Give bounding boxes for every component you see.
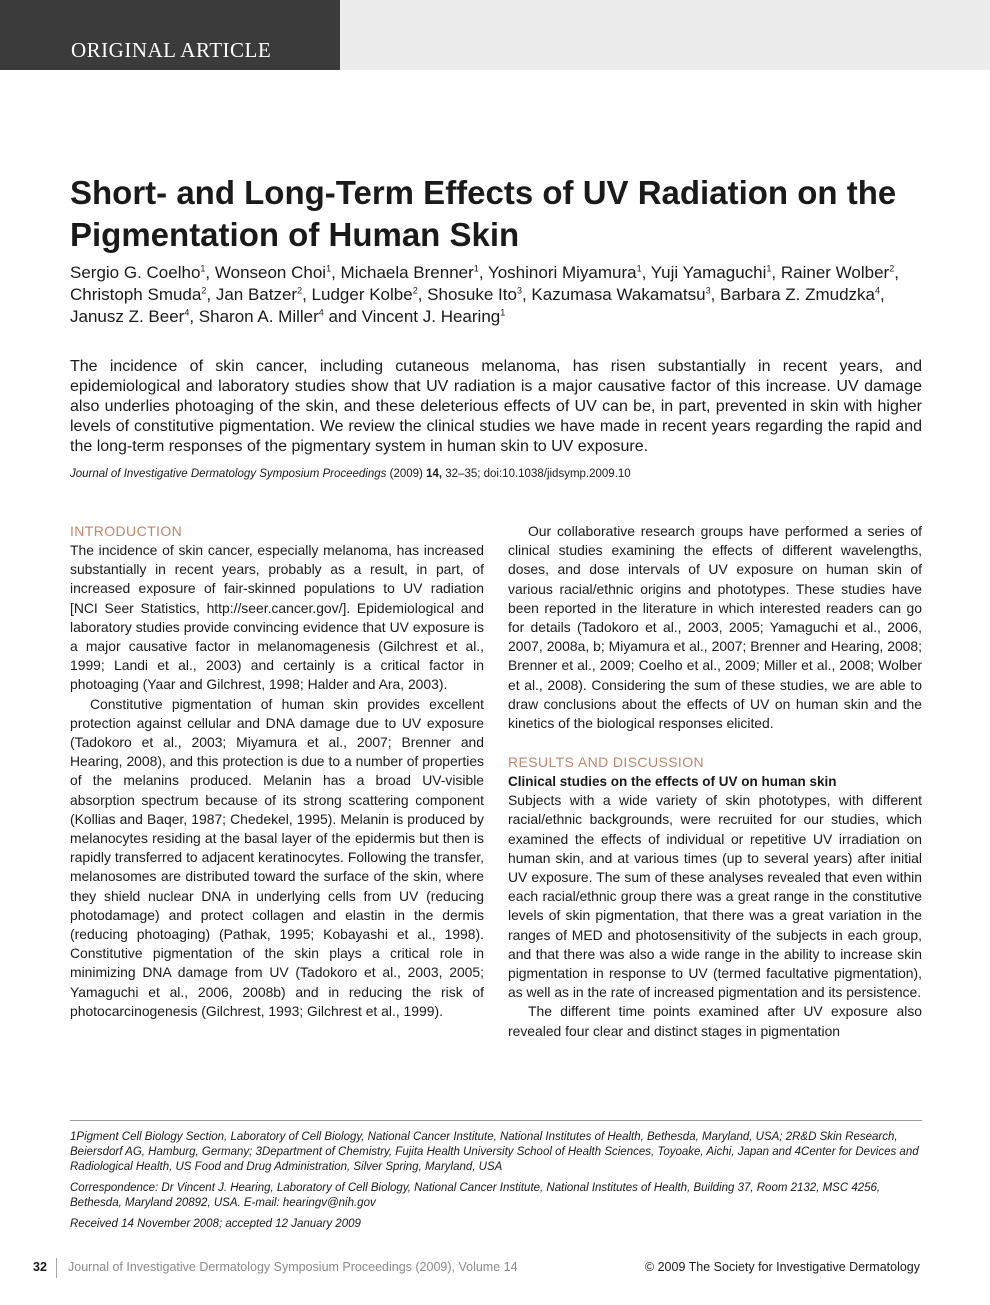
author-affiliation: 4 [875, 285, 881, 296]
page-number: 32 [33, 1260, 47, 1274]
author-name: Jan Batzer [215, 285, 298, 304]
section-heading-introduction: INTRODUCTION [70, 523, 183, 539]
results-paragraph-1: Subjects with a wide variety of skin phototypes, with different racial/ethnic backgrounds, were recruited for our studies, which examined the effects of individual or repetitive UV irradiation on human skin, and at various times (up to several years) after initial UV exposure. The sum of these analyses revealed that even within each racial/ethnic group there was a great range in the constitutive levels of skin pigmentation, that there was a great variation in the ranges of MED and photosensitivity of the subjects in each group, and that there was also a wide range in the ability to increase skin pigmentation in response to UV (termed facultative pigmentation), as well as in the rate of increased pigmentation and its persistence. [508, 792, 922, 1001]
section-heading-results: RESULTS AND DISCUSSION [508, 754, 705, 771]
author-name: Yuji Yamaguchi [650, 263, 767, 282]
author-affiliation: 1 [500, 307, 506, 318]
left-column [70, 522, 484, 1021]
citation-line [70, 467, 930, 482]
article-type-label: ORIGINAL ARTICLE [71, 38, 272, 62]
author-name: Sharon A. Miller [198, 307, 319, 326]
author-affiliation: 2 [201, 285, 207, 296]
author-name: Shosuke Ito [427, 285, 517, 304]
footer-divider [56, 1258, 57, 1278]
intro-paragraph-2: Constitutive pigmentation of human skin provides excellent protection against cellular and DNA damage due to UV exposure (Tadokoro et al., 2003; Miyamura et al., 2007; Brenner and Hearing, 2008), and this protection is due to a number of properties of the melanins produced. Melanin has a broad UV-visible absorption spectrum because of its strong scattering component (Kollias and Baqer, 1987; Chedekel, 1995). Melanin is produced by melanocytes residing at the basal layer of the epidermis but then is rapidly transferred to adjacent keratinocytes. Following the transfer, melanosomes are distributed toward the surface of the skin, where they shield nuclear DNA in underlying cells from UV (reducing photodamage) and protect collagen and elastin in the dermis (reducing photoaging) (Pathak, 1995; Kobayashi et al., 1998). Constitutive pigmentation of the skin plays a critical role in minimizing DNA damage from UV (Tadokoro et al., 2003, 2005; Yamaguchi et al., 2006, 2008b) and in reducing the risk of photocarcinogenesis (Gilchrest, 1993; Gilchrest et al., 1999). [70, 695, 484, 1019]
citation-volume: 14, [426, 468, 443, 480]
results-paragraph-2: The different time points examined after UV exposure also revealed four clear and distinct stages in pigmentation [508, 1003, 922, 1039]
intro-paragraph-1: The incidence of skin cancer, especially melanoma, has increased substantially in recent years, probably as a result, in part, of increased exposure of fair-skinned populations to UV radiation [NCI Seer Statistics, http://seer.cancer.gov/]. Epidemiological and laboratory studies provide convincing evidence that UV exposure is a major causative factor in melanomagenesis (Gilchrest et al., 1999; Landi et al., 2003) and certainly is a critical factor in photoaging (Yaar and Gilchrest, 1998; Halder and Ara, 2003). [70, 542, 484, 693]
article-type-banner [0, 0, 340, 70]
footer-copyright: © 2009 The Society for Investigative Dermatology [644, 1260, 920, 1274]
header-bar [340, 0, 990, 70]
citation-pages-doi: 32–35; doi:10.1038/jidsymp.2009.10 [445, 468, 631, 480]
page-footer [0, 1258, 990, 1280]
author-affiliation: 4 [318, 307, 324, 318]
author-affiliation: 3 [516, 285, 522, 296]
author-affiliation: 1 [473, 263, 479, 274]
author-affiliation: 1 [200, 263, 206, 274]
author-name: Sergio G. Coelho [70, 263, 201, 282]
author-name: Rainer Wolber [780, 263, 890, 282]
author-name: Vincent J. Hearing [361, 307, 501, 326]
author-name: Janusz Z. Beer [70, 307, 185, 326]
citation-journal: Journal of Investigative Dermatology Symposium Proceedings [70, 468, 387, 480]
author-name: Christoph Smuda [70, 285, 202, 304]
author-affiliation: 1 [766, 263, 772, 274]
affiliations: 1Pigment Cell Biology Section, Laboratory of Cell Biology, National Cancer Institute, National Institutes of Health, Bethesda, Maryland, USA; 2R&D Skin Research, Beiersdorf AG, Hamburg, Germany; 3Department of Chemistry, Fujita Health University School of Health Sciences, Toyoake, Aichi, Japan and 4Center for Devices and Radiological Health, US Food and Drug Administration, Silver Spring, Maryland, USA [70, 1131, 919, 1173]
author-affiliation: 3 [705, 285, 711, 296]
article-title: Short- and Long-Term Effects of UV Radiation on the Pigmentation of Human Skin [70, 174, 897, 253]
citation-year: (2009) [389, 468, 423, 480]
footnote-divider [70, 1120, 922, 1121]
abstract: The incidence of skin cancer, including cutaneous melanoma, has risen substantially in recent years, and epidemiological and laboratory studies show that UV radiation is a major causative factor of this increase. UV damage also underlies photoaging of the skin, and these deleterious effects of UV can be, in part, prevented in skin with higher levels of constitutive pigmentation. We review the clinical studies we have made in recent years regarding the rapid and the long-term responses of the pigmentary system in human skin to UV exposure. [70, 358, 922, 455]
author-name: Ludger Kolbe [311, 285, 413, 304]
author-list: Sergio G. Coelho$^1$, Wonseon Choi$^1$, Michaela Brenner$^1$, Yoshinori Miyamura$^1$, Yuji Yamaguchi$^1$, Rainer Wolber$^2$, Christoph Smuda$^2$, Jan Batzer$^2$, Ludger Kolbe$^2$, Shosuke Ito$^3$, Kazumasa Wakamatsu$^3$, Barbara Z. Zmudzka$^4$, Janusz Z. Beer$^4$, Sharon A. Miller$^4$ and Vincent J. Hearing$^1$ [70, 263, 899, 326]
author-affiliation: 2 [297, 285, 303, 296]
received-dates: Received 14 November 2008; accepted 12 January 2009 [70, 1218, 361, 1230]
right-column [508, 522, 922, 1041]
subsection-heading: Clinical studies on the effects of UV on human skin [508, 774, 837, 790]
intro-paragraph-3: Our collaborative research groups have performed a series of clinical studies examining the effects of different wavelengths, doses, and dose intervals of UV exposure on human skin of various racial/ethnic origins and phototypes. These studies have been reported in the literature in which interested readers can go for details (Tadokoro et al., 2003, 2005; Yamaguchi et al., 2006, 2007, 2008a, b; Miyamura et al., 2007; Brenner and Hearing, 2008; Brenner et al., 2009; Coelho et al., 2009; Miller et al., 2008; Wolber et al., 2008). Considering the sum of these studies, we are able to draw conclusions about the effects of UV on human skin and the kinetics of the biological responses elicited. [508, 523, 922, 732]
author-name: Barbara Z. Zmudzka [720, 285, 875, 304]
author-affiliation: 1 [636, 263, 642, 274]
author-affiliation: 4 [184, 307, 190, 318]
footnotes [70, 1130, 922, 1238]
correspondence: Correspondence: Dr Vincent J. Hearing, Laboratory of Cell Biology, National Cancer Institute, National Institutes of Health, Building 37, Room 2132, MSC 4256, Bethesda, Maryland 20892, USA. E-mail: hearingv@nih.gov [70, 1182, 881, 1209]
author-affiliation: 1 [326, 263, 332, 274]
footer-journal: Journal of Investigative Dermatology Symposium Proceedings (2009), Volume 14 [68, 1260, 518, 1274]
author-name: Kazumasa Wakamatsu [531, 285, 706, 304]
author-name: Wonseon Choi [214, 263, 327, 282]
author-affiliation: 2 [889, 263, 895, 274]
author-name: Michaela Brenner [340, 263, 474, 282]
author-affiliation: 2 [412, 285, 418, 296]
author-name: Yoshinori Miyamura [487, 263, 637, 282]
